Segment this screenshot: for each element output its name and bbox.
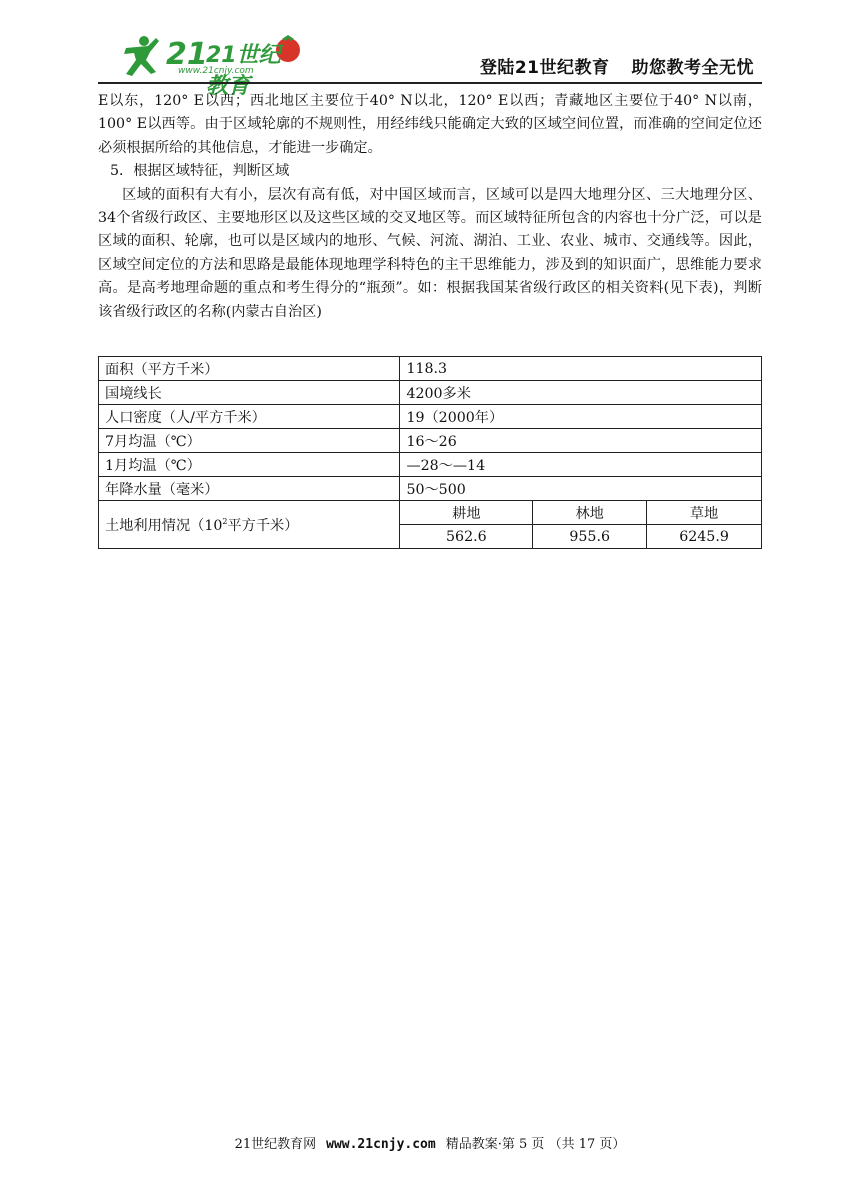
section-heading-5: 5．根据区域特征，判断区域 <box>110 163 290 180</box>
runner-logo-icon <box>124 36 159 76</box>
land-use-label-prefix: 土地利用情况（10 <box>105 517 223 534</box>
table-row <box>99 429 762 453</box>
land-use-label <box>99 501 400 549</box>
svg-text:21: 21 <box>166 37 208 72</box>
footer-label: 精品教案·第 <box>445 1137 515 1152</box>
footer-total-suffix: 页） <box>599 1137 626 1152</box>
row-value: —28～—14 <box>400 453 762 477</box>
row-value: 16～26 <box>400 429 762 453</box>
row-label: 人口密度（人/平方千米） <box>99 405 400 429</box>
table-row-land-use-header <box>99 501 762 525</box>
footer-page-number: 5 <box>518 1137 528 1152</box>
logo-text: 21世纪教育 <box>206 43 281 99</box>
row-label: 1月均温（℃） <box>99 453 400 477</box>
land-use-header-grassland: 草地 <box>647 501 762 525</box>
row-label: 年降水量（毫米） <box>99 477 400 501</box>
page-header <box>98 28 762 99</box>
table-row <box>99 381 762 405</box>
row-value: 4200多米 <box>400 381 762 405</box>
paragraph-2: 区域的面积有大有小，层次有高有低，对中国区域而言，区域可以是四大地理分区、三大地理分区、34个省级行政区、主要地形区以及这些区域的交叉地区等。而区域特征所包含的内容也十分广泛，可以是区域的面积、轮廓，也可以是区域内的地形、气候、河流、湖泊、工业、农业、城市、交通线等。因此，区域空间定位的方法和思路是最能体现地理学科特色的主干思维能力，涉及到的知识面广，思维能力要求高。是高考地理命题的重点和考生得分的“瓶颈”。如：根据我国某省级行政区的相关资料(见下表)，判断该省级行政区的名称(内蒙古自治区) <box>98 186 762 320</box>
slogan-left: 登陆21世纪教育 <box>479 58 610 78</box>
footer-total: 17 <box>578 1137 596 1152</box>
table-row <box>99 405 762 429</box>
footer-total-prefix: （共 <box>548 1137 575 1152</box>
row-label: 7月均温（℃） <box>99 429 400 453</box>
site-logo <box>112 32 302 99</box>
footer-site: 21世纪教育网 <box>234 1137 317 1152</box>
land-use-value-grassland: 6245.9 <box>647 525 762 549</box>
table-row <box>99 357 762 381</box>
land-use-label-sup: 2 <box>222 516 228 526</box>
slogan-right: 助您教考全无忧 <box>631 58 754 78</box>
page-content <box>98 90 762 324</box>
paragraph-1: E以东，120° E以西；西北地区主要位于40° N以北，120° E以西；青藏地区主要位于40° N以南，100° E以西等。由于区域轮廓的不规则性，用经纬线只能确定大致的区域空间位置，而准确的空间定位还必须根据所给的其他信息，才能进一步确定。 <box>98 93 762 156</box>
land-use-value-forest: 955.6 <box>533 525 647 549</box>
land-use-value-farmland: 562.6 <box>400 525 533 549</box>
footer-url[interactable]: www.21cnjy.com <box>326 1137 436 1152</box>
logo-url: www.21cnjy.com <box>178 66 254 76</box>
footer-page-word: 页 <box>531 1137 545 1152</box>
table-row <box>99 477 762 501</box>
page-footer <box>0 1133 860 1152</box>
row-value: 118.3 <box>400 357 762 381</box>
province-data-table <box>98 356 762 549</box>
row-label: 面积（平方千米） <box>99 357 400 381</box>
row-value: 50～500 <box>400 477 762 501</box>
land-use-header-forest: 林地 <box>533 501 647 525</box>
land-use-label-suffix: 平方千米） <box>227 517 299 534</box>
row-label: 国境线长 <box>99 381 400 405</box>
row-value: 19（2000年） <box>400 405 762 429</box>
header-rule <box>98 82 762 84</box>
land-use-header-farmland: 耕地 <box>400 501 533 525</box>
header-slogan <box>480 53 754 78</box>
table-row <box>99 453 762 477</box>
